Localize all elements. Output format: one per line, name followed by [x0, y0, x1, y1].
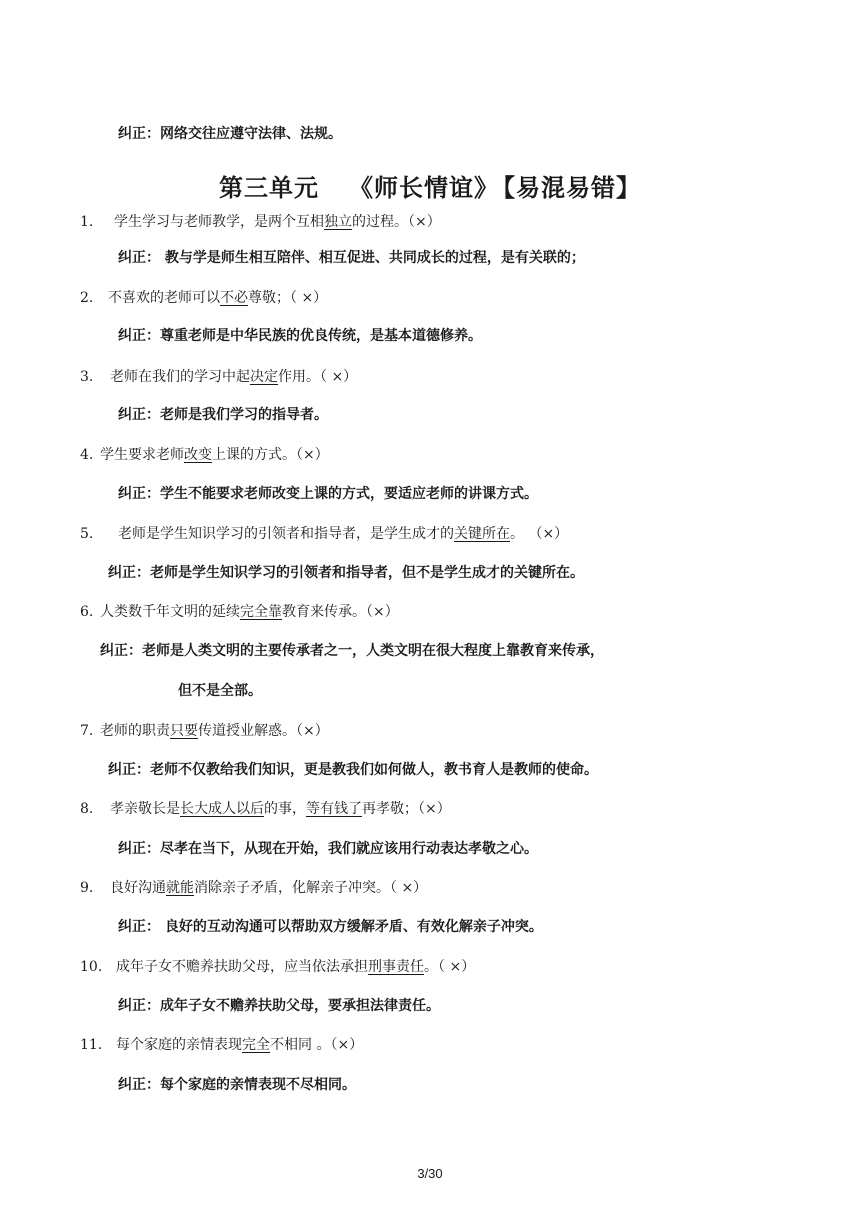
item-text: 传道授业解惑。（×） — [198, 723, 329, 739]
item-text: 。（ ×） — [424, 959, 476, 975]
correction: 纠正：老师不仅教给我们知识，更是教我们如何做人，教书育人是教师的使命。 — [108, 762, 598, 778]
item-text: 再孝敬；（×） — [362, 801, 451, 817]
question-item — [80, 445, 329, 465]
correction: 纠正：老师是我们学习的指导者。 — [118, 407, 328, 423]
item-number: 9. — [80, 880, 94, 896]
item-number: 7. — [80, 723, 94, 739]
item-keyword: 完全靠 — [240, 604, 282, 620]
question-item — [80, 367, 357, 387]
item-number: 1. — [80, 214, 94, 230]
item-keyword: 改变 — [184, 447, 212, 463]
item-text: 的事， — [264, 801, 306, 817]
correction-continued: 但不是全部。 — [178, 683, 262, 699]
correction: 纠正：每个家庭的亲情表现不尽相同。 — [118, 1077, 356, 1093]
item-text: 成年子女不赡养扶助父母，应当依法承担 — [116, 959, 368, 975]
unit-title — [0, 168, 860, 203]
correction: 纠正：尽孝在当下，从现在开始，我们就应该用行动表达孝敬之心。 — [118, 841, 538, 857]
question-item — [80, 524, 568, 544]
item-text: 每个家庭的亲情表现 — [116, 1037, 242, 1053]
item-text: 。 （×） — [510, 526, 569, 542]
item-number: 6. — [80, 604, 94, 620]
question-item — [80, 288, 327, 308]
page-number: 3/30 — [417, 1166, 443, 1181]
item-text: 尊敬；（ ×） — [248, 290, 328, 306]
item-number: 4. — [80, 447, 94, 463]
item-text: 老师的职责 — [100, 723, 170, 739]
item-number: 5. — [80, 526, 94, 542]
item-keyword: 完全 — [242, 1037, 270, 1053]
item-number: 10. — [80, 959, 103, 975]
item-text: 的过程。（×） — [352, 214, 441, 230]
item-keyword: 长大成人以后 — [180, 801, 264, 817]
item-number: 2. — [80, 290, 94, 306]
item-text: 良好沟通 — [110, 880, 166, 896]
item-text: 学生学习与老师教学，是两个互相 — [114, 214, 324, 230]
unit-title-unit: 第三单元 — [219, 174, 319, 202]
correction: 纠正：尊重老师是中华民族的优良传统，是基本道德修养。 — [118, 328, 482, 344]
item-keyword: 决定 — [250, 369, 278, 385]
item-keyword: 关键所在 — [454, 526, 510, 542]
item-text: 教育来传承。（×） — [282, 604, 399, 620]
item-text: 孝亲敬长是 — [110, 801, 180, 817]
question-item — [80, 602, 399, 622]
item-keyword: 不必 — [220, 290, 248, 306]
item-number: 8. — [80, 801, 94, 817]
item-text: 老师是学生知识学习的引领者和指导者，是学生成才的 — [118, 526, 454, 542]
item-keyword: 就能 — [166, 880, 194, 896]
item-text: 上课的方式。（×） — [212, 447, 329, 463]
item-text: 消除亲子矛盾，化解亲子冲突。（ ×） — [194, 880, 428, 896]
item-keyword: 等有钱了 — [306, 801, 362, 817]
correction: 纠正：成年子女不赡养扶助父母，要承担法律责任。 — [118, 998, 440, 1014]
item-keyword: 只要 — [170, 723, 198, 739]
item-keyword: 独立 — [324, 214, 352, 230]
top-correction: 纠正：网络交往应遵守法律、法规。 — [118, 126, 342, 142]
question-item — [80, 799, 451, 819]
question-item — [80, 878, 427, 898]
correction: 纠正：老师是人类文明的主要传承者之一，人类文明在很大程度上靠教育来传承， — [100, 643, 604, 659]
correction: 纠正：老师是学生知识学习的引领者和指导者，但不是学生成才的关键所在。 — [108, 565, 584, 581]
item-text: 人类数千年文明的延续 — [100, 604, 240, 620]
item-text: 老师在我们的学习中起 — [110, 369, 250, 385]
item-keyword: 刑事责任 — [368, 959, 424, 975]
item-text: 作用。（ ×） — [278, 369, 358, 385]
unit-title-tag: 【易混易错】 — [503, 174, 641, 202]
item-text: 不相同 。（×） — [270, 1037, 364, 1053]
item-number: 3. — [80, 369, 94, 385]
correction: 纠正： 教与学是师生相互陪伴、相互促进、共同成长的过程，是有关联的； — [118, 250, 585, 266]
correction: 纠正： 良好的互动沟通可以帮助双方缓解矛盾、有效化解亲子冲突。 — [118, 919, 543, 935]
question-item — [80, 721, 329, 741]
question-item — [80, 212, 441, 232]
item-text: 不喜欢的老师可以 — [108, 290, 220, 306]
question-item — [80, 957, 475, 977]
unit-title-name: 《师长情谊》 — [349, 174, 499, 202]
question-item — [80, 1035, 363, 1055]
item-number: 11. — [80, 1037, 103, 1053]
correction: 纠正：学生不能要求老师改变上课的方式，要适应老师的讲课方式。 — [118, 486, 538, 502]
item-text: 学生要求老师 — [100, 447, 184, 463]
